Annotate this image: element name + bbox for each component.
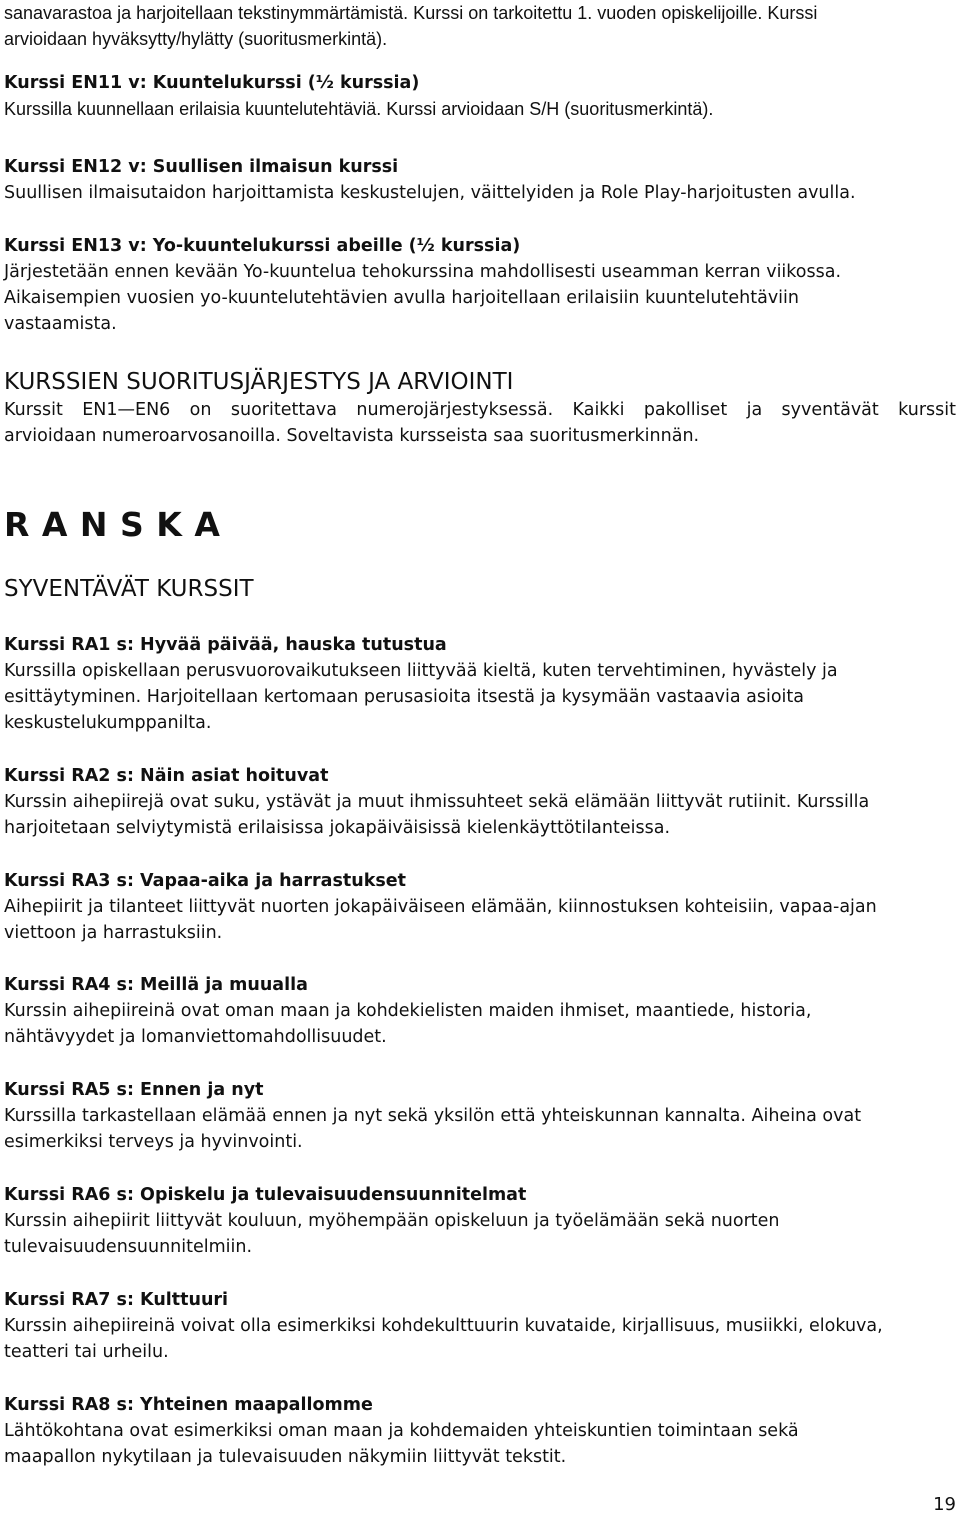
course-title-en11: Kurssi EN11 v: Kuuntelukurssi (½ kurssia) [4,73,420,93]
course-ra6 [4,1182,780,1260]
course-title: Kurssi RA4 s: Meillä ja muualla [4,975,308,995]
course-desc-en13-line-1: Järjestetään ennen kevään Yo-kuuntelua tehokurssina mahdollisesti useamman kerran viikossa. [4,262,842,282]
course-desc-line: Kurssin aihepiirit liittyvät kouluun, myöhempään opiskeluun ja työelämään sekä nuorten [4,1211,780,1231]
course-desc-line: Aihepiirit ja tilanteet liittyvät nuorten jokapäiväiseen elämään, kiinnostuksen kohteisiin, vapaa-ajan [4,897,877,917]
intro-paragraph [4,0,817,52]
assessment-line-1: Kurssit EN1—EN6 on suoritettava numerojärjestyksessä. Kaikki pakolliset ja syventävät kurssit [4,400,956,420]
course-ra4 [4,972,811,1050]
course-en11 [4,70,713,122]
course-desc-en12: Suullisen ilmaisutaidon harjoittamista keskustelujen, väittelyiden ja Role Play-harjoitusten avulla. [4,183,856,203]
page-number: 19 [933,1494,956,1515]
course-ra8 [4,1392,799,1470]
section-heading: SYVENTÄVÄT KURSSIT [4,576,254,602]
course-ra7 [4,1287,883,1365]
course-title: Kurssi RA3 s: Vapaa-aika ja harrastukset [4,871,406,891]
course-desc-line: Kurssin aihepiireinä ovat oman maan ja kohdekielisten maiden ihmiset, maantiede, historia, [4,1001,812,1021]
course-desc-line: Kurssin aihepiireinä voivat olla esimerkiksi kohdekulttuurin kuvataide, kirjallisuus, musiikki, elokuva, [4,1316,883,1336]
course-title: Kurssi RA7 s: Kulttuuri [4,1290,229,1310]
course-desc-en13-line-2: Aikaisempien vuosien yo-kuuntelutehtävien avulla harjoitellaan erilaisiin kuuntelutehtäviin [4,288,799,308]
course-desc-line: esimerkiksi terveys ja hyvinvointi. [4,1132,303,1152]
course-title-en13: Kurssi EN13 v: Yo-kuuntelukurssi abeille (½ kurssia) [4,236,521,256]
course-desc-line: teatteri tai urheilu. [4,1342,169,1362]
course-title: Kurssi RA5 s: Ennen ja nyt [4,1080,264,1100]
course-desc-line: nähtävyydet ja lomanviettomahdollisuudet. [4,1027,387,1047]
course-desc-line: Kurssilla opiskellaan perusvuorovaikutukseen liittyvää kieltä, kuten tervehtiminen, hyvästely ja [4,661,838,681]
course-title: Kurssi RA1 s: Hyvää päivää, hauska tutustua [4,635,447,655]
course-title: Kurssi RA6 s: Opiskelu ja tulevaisuudensuunnitelmat [4,1185,527,1205]
course-ra5 [4,1077,861,1155]
course-desc-line: Lähtökohtana ovat esimerkiksi oman maan ja kohdemaiden yhteiskuntien toimintaan sekä [4,1421,799,1441]
assessment-heading: KURSSIEN SUORITUSJÄRJESTYS JA ARVIOINTI [4,369,514,395]
assessment-section [4,367,956,449]
course-desc-line: maapallon nykytilaan ja tulevaisuuden näkymiin liittyvät tekstit. [4,1447,567,1467]
course-title-en12: Kurssi EN12 v: Suullisen ilmaisun kurssi [4,157,399,177]
course-ra3 [4,868,877,946]
course-title: Kurssi RA8 s: Yhteinen maapallomme [4,1395,373,1415]
assessment-line-2: arvioidaan numeroarvosanoilla. Soveltavista kursseista saa suoritusmerkinnän. [4,426,700,446]
course-en12 [4,154,856,206]
course-desc-line: viettoon ja harrastuksiin. [4,923,223,943]
course-title: Kurssi RA2 s: Näin asiat hoituvat [4,766,329,786]
course-desc-line: Kurssilla tarkastellaan elämää ennen ja nyt sekä yksilön että yhteiskunnan kannalta. Aiheina ovat [4,1106,862,1126]
language-heading: R A N S K A [4,505,221,544]
course-desc-line: esittäytyminen. Harjoitellaan kertomaan perusasioita itsestä ja kysymään vastaavia asioita [4,687,804,707]
course-desc-line: harjoitetaan selviytymistä erilaisissa jokapäiväisissä kielenkäyttötilanteissa. [4,818,671,838]
course-desc-line: Kurssin aihepiirejä ovat suku, ystävät ja muut ihmissuhteet sekä elämään liittyvät rutiinit. Kurssilla [4,792,870,812]
intro-line-2: arvioidaan hyväksytty/hylätty (suoritusmerkintä). [4,29,388,49]
course-ra1 [4,632,838,736]
course-desc-line: tulevaisuudensuunnitelmiin. [4,1237,253,1257]
course-desc-en13-line-3: vastaamista. [4,314,117,334]
course-desc-line: keskustelukumppanilta. [4,713,212,733]
course-en13 [4,233,841,337]
course-desc-en11: Kurssilla kuunnellaan erilaisia kuuntelutehtäviä. Kurssi arvioidaan S/H (suoritusmerkintä). [4,99,714,119]
intro-line-1: sanavarastoa ja harjoitellaan tekstinymmärtämistä. Kurssi on tarkoitettu 1. vuoden opiskelijoille. Kurssi [4,3,818,23]
course-ra2 [4,763,869,841]
